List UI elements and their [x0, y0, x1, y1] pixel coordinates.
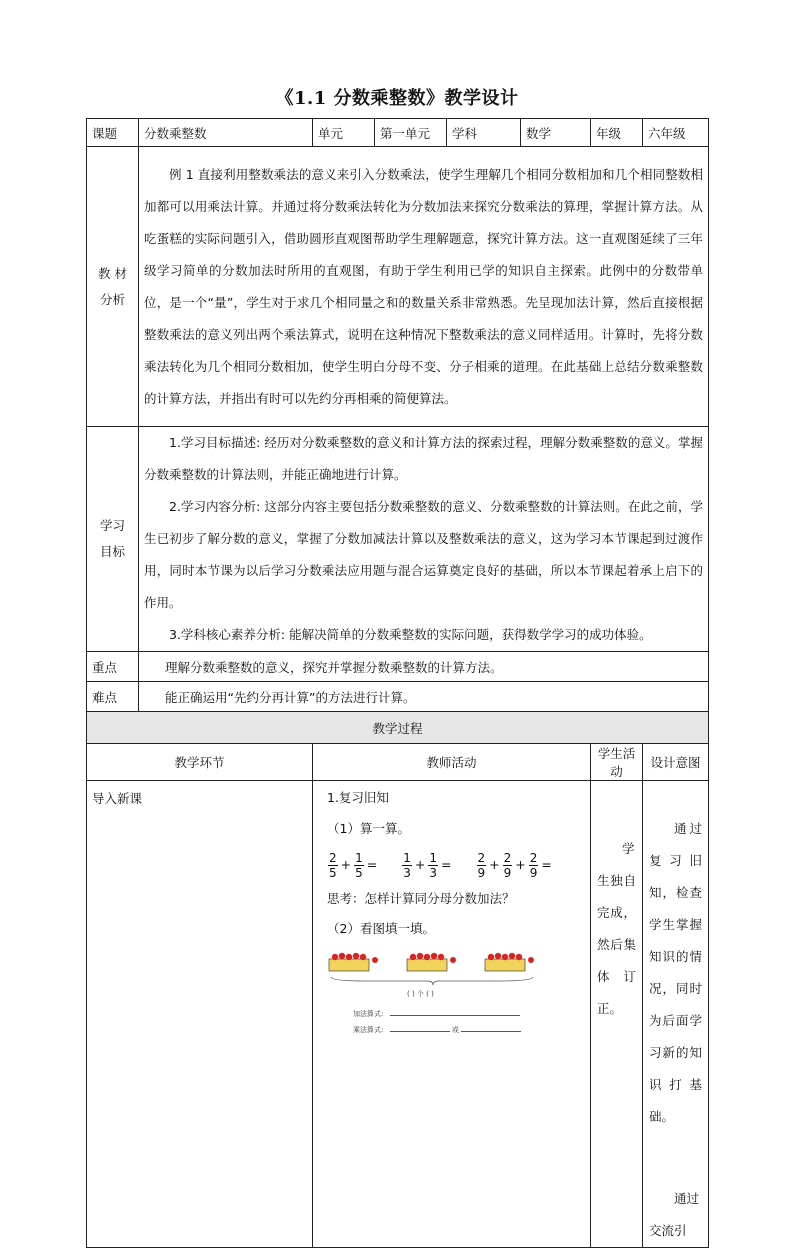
fraction-exercises: [327, 845, 580, 885]
calc-question: （1）算一算。: [327, 821, 410, 836]
brace: [331, 977, 533, 985]
col-stage: [87, 744, 313, 781]
fraction-expr-3: $\frac{2}{9}$ + $\frac{2}{9}$ + $\frac{2}{9}$ =: [477, 850, 552, 880]
process-header: 教学过程: [87, 712, 709, 744]
difficulty-row: [87, 682, 709, 712]
process-columns-row: [87, 744, 709, 781]
objectives-cell: [139, 427, 709, 652]
objective-item: 2.学习内容分析: 这部分内容主要包括分数乘整数的意义、分数乘整数的计算法则。在此之前，学生已初步了解分数的意义，掌握了分数加减法计算以及整数乘法的意义，这为学习本节课起到过渡作用，同时本节课为以后学习分数乘法应用题与混合运算奠定良好的基础，所以本节课起着承上启下的作用。: [144, 499, 703, 610]
fill-question: （2）看图填一填。: [327, 921, 435, 936]
cake-box-1: [329, 953, 378, 971]
think-question: 思考：怎样计算同分母分数加法？: [327, 891, 515, 906]
subject-label: 学科: [447, 119, 521, 147]
lesson-label: 课题: [87, 119, 139, 147]
objective-item: 1.学习目标描述: 经历对分数乘整数的意义和计算方法的探索过程，理解分数乘整数的意义。掌握分数乘整数的计算法则，并能正确地进行计算。: [144, 435, 703, 482]
unit-label: 单元: [313, 119, 375, 147]
difficulty-label: 难点: [87, 682, 139, 712]
stage-cell: [87, 781, 313, 1248]
process-row-intro: [87, 781, 709, 1248]
intent-text: 通过复习旧知，检查学生掌握知识的情况，同时为后面学习新的知识打基础。: [649, 821, 702, 1124]
objectives-label: [87, 427, 139, 652]
mul-expression-line: [353, 1025, 580, 1035]
stage-label: 导入新课: [92, 791, 143, 806]
add-label: 加法算式:: [353, 1010, 384, 1018]
subject-value: 数学: [521, 119, 591, 147]
student-activity: 学生独自完成，然后集体订正。: [597, 841, 636, 1016]
lesson-value: 分数乘整数: [139, 119, 313, 147]
analysis-text: 例 1 直接利用整数乘法的意义来引入分数乘法，使学生理解几个相同分数相加和几个相同整数相加都可以用乘法计算。并通过将分数乘法转化为分数加法来探究分数乘法的算理，掌握计算方法。从吃蛋糕的实际问题引入，借助圆形直观图帮助学生理解题意，探究计算方法。这一直观图延续了三年级学习简单的分数加法时所用的直观图，有助于学生利用已学的知识自主探索。此例中的分数带单位，是一个“量”，学生对于求几个相同量之和的数量关系非常熟悉。先呈现加法计算，然后直接根据整数乘法的意义列出两个乘法算式，说明在这种情况下整数乘法的意义同样适用。计算时，先将分数乘法转化为几个相同分数相加，使学生明白分母不变、分子相乘的道理。在此基础上总结分数乘整数的计算方法，并指出有时可以先约分再相乘的简便算法。: [144, 166, 703, 406]
grade-label: 年级: [591, 119, 643, 147]
header-row: [87, 119, 709, 147]
fraction-expr-2: $\frac{1}{3}$ + $\frac{1}{3}$ =: [403, 850, 452, 880]
analysis-cell: [139, 147, 709, 427]
col-stage-label: 教学环节: [174, 755, 225, 770]
add-expression-line: [353, 1009, 580, 1019]
fraction-expr-1: $\frac{2}{5}$ + $\frac{1}{5}$ =: [329, 850, 378, 880]
analysis-label: [87, 147, 139, 427]
objective-item: 3.学科核心素养分析: 能解决简单的分数乘整数的实际问题，获得数学学习的成功体验。: [169, 627, 652, 642]
grade-value: 六年级: [643, 119, 709, 147]
key-point-text: 理解分数乘整数的意义，探究并掌握分数乘整数的计算方法。: [139, 652, 709, 682]
unit-value: 第一单元: [375, 119, 447, 147]
teacher-cell: [313, 781, 591, 1248]
cake-box-2: [407, 953, 456, 971]
cake-diagram: [327, 947, 547, 995]
objectives-label-text: 学习 目标: [99, 518, 125, 559]
col-student: 学生活动: [591, 744, 643, 781]
analysis-row: [87, 147, 709, 427]
process-header-row: [87, 712, 709, 744]
cake-box-3: [485, 953, 534, 971]
key-point-row: [87, 652, 709, 682]
review-heading: 1.复习旧知: [327, 790, 389, 805]
lesson-plan-table: [86, 118, 709, 1248]
col-teacher: 教师活动: [313, 744, 591, 781]
or-label: 或: [451, 1026, 459, 1034]
analysis-label-text: 教 材 分析: [98, 265, 127, 307]
objectives-row: [87, 427, 709, 652]
intent-cell: [643, 781, 709, 1248]
mul-label: 乘法算式:: [353, 1026, 384, 1034]
difficulty-text: 能正确运用“先约分再计算”的方法进行计算。: [139, 682, 709, 712]
student-cell: [591, 781, 643, 1248]
intent-next: 通过交流引: [649, 1191, 700, 1238]
key-point-label: 重点: [87, 652, 139, 682]
diagram-blank: ( ) 个 ( ): [407, 990, 434, 998]
document-title: 《1.1 分数乘整数》教学设计: [275, 88, 519, 109]
col-intent: 设计意图: [643, 744, 709, 781]
